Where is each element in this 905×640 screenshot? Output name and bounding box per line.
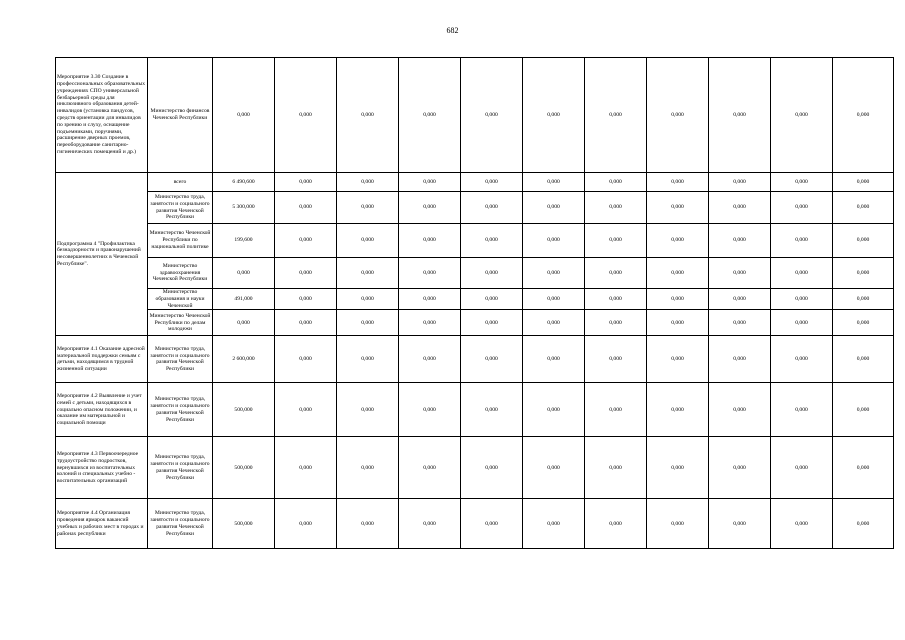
amount-cell: 0,000 <box>585 383 647 437</box>
amount-cell: 0,000 <box>771 310 833 336</box>
executor-cell: Министерство труда, занятости и социального развития Чеченской Республики <box>148 499 213 549</box>
amount-cell: 0,000 <box>833 437 894 499</box>
executor-cell: Министерство здравоохранения Чеченской Республики <box>148 258 213 289</box>
program-name-cell: Мероприятие 4.3 Первоочередное трудоустройство подростков, вернувшихся из воспитательных колоний и специальных учебно - воспитательных организаций <box>56 437 148 499</box>
amount-cell: 0,000 <box>461 383 523 437</box>
amount-cell: 0,000 <box>461 192 523 224</box>
amount-cell: 0,000 <box>337 258 399 289</box>
amount-cell: 0,000 <box>523 58 585 173</box>
amount-cell: 0,000 <box>585 224 647 258</box>
amount-cell: 0,000 <box>399 224 461 258</box>
amount-cell: 0,000 <box>647 258 709 289</box>
amount-cell: 0,000 <box>213 258 275 289</box>
amount-cell: 0,000 <box>275 258 337 289</box>
executor-cell: Министерство труда, занятости и социального развития Чеченской Республики <box>148 336 213 383</box>
amount-cell: 0,000 <box>771 258 833 289</box>
program-name-cell: Мероприятие 3.30 Создание в профессиональных образовательных учреждениях СПО универсальной безбарьерной среды для инклюзивного образования детей-инвалидов (установка пандусов, средств ориентации для инвалидов по зрению и слуху, оснащение подъемниками, поручнями, расширение дверных проемов, переоборудование санитарно-гигиенических помещений и др.) <box>56 58 148 173</box>
amount-cell: 0,000 <box>275 58 337 173</box>
amount-cell: 0,000 <box>833 499 894 549</box>
amount-cell: 0,000 <box>337 192 399 224</box>
table-row <box>56 192 894 224</box>
executor-cell: Министерство Чеченской Республики по национальной политике <box>148 224 213 258</box>
table-row <box>56 58 894 173</box>
amount-cell: 0,000 <box>337 310 399 336</box>
amount-cell: 0,000 <box>709 437 771 499</box>
amount-cell: 0,000 <box>275 437 337 499</box>
amount-cell: 0,000 <box>213 58 275 173</box>
amount-cell: 0,000 <box>833 192 894 224</box>
amount-cell: 0,000 <box>461 336 523 383</box>
amount-cell: 0,000 <box>709 224 771 258</box>
amount-cell: 0,000 <box>833 58 894 173</box>
executor-cell: Министерство труда, занятости и социального развития Чеченской Республики <box>148 192 213 224</box>
amount-cell: 0,000 <box>523 173 585 192</box>
executor-cell: Министерство Чеченской Республики по делам молодежи <box>148 310 213 336</box>
amount-cell: 0,000 <box>213 310 275 336</box>
amount-cell: 0,000 <box>461 289 523 310</box>
amount-cell: 0,000 <box>399 173 461 192</box>
executor-cell: Министерство финансов Чеченской Республики <box>148 58 213 173</box>
amount-cell: 0,000 <box>771 192 833 224</box>
amount-cell: 0,000 <box>709 289 771 310</box>
amount-cell: 0,000 <box>461 437 523 499</box>
amount-cell: 0,000 <box>399 58 461 173</box>
amount-cell: 0,000 <box>585 437 647 499</box>
amount-cell: 0,000 <box>709 58 771 173</box>
page-number: 682 <box>446 26 459 35</box>
amount-cell: 0,000 <box>771 289 833 310</box>
program-name-cell: Мероприятие 4.4 Организация проведения ярмарок вакансий учебных и рабочих мест в городах и районах республики <box>56 499 148 549</box>
amount-cell: 0,000 <box>399 289 461 310</box>
amount-cell: 0,000 <box>647 310 709 336</box>
table-row <box>56 173 894 192</box>
amount-cell: 0,000 <box>337 499 399 549</box>
executor-cell: Министерство образования и науки Чеченской <box>148 289 213 310</box>
amount-cell: 0,000 <box>337 336 399 383</box>
amount-cell: 0,000 <box>399 499 461 549</box>
amount-cell: 500,000 <box>213 437 275 499</box>
program-name-cell: Подпрограмма 4 "Профилактика безнадзорности и правонарушений несовершеннолетних в Чеченской Республике". <box>56 173 148 336</box>
amount-cell: 0,000 <box>709 192 771 224</box>
amount-cell: 0,000 <box>399 258 461 289</box>
amount-cell: 0,000 <box>585 499 647 549</box>
amount-cell: 0,000 <box>833 224 894 258</box>
amount-cell: 0,000 <box>709 336 771 383</box>
amount-cell: 500,000 <box>213 499 275 549</box>
amount-cell: 5 300,000 <box>213 192 275 224</box>
amount-cell: 0,000 <box>585 336 647 383</box>
amount-cell: 0,000 <box>337 224 399 258</box>
amount-cell: 0,000 <box>337 173 399 192</box>
table-row <box>56 383 894 437</box>
amount-cell: 0,000 <box>647 289 709 310</box>
amount-cell: 0,000 <box>709 499 771 549</box>
amount-cell: 0,000 <box>647 336 709 383</box>
amount-cell: 0,000 <box>833 336 894 383</box>
table-row <box>56 336 894 383</box>
amount-cell: 0,000 <box>275 499 337 549</box>
program-name-cell: Мероприятие 4.1 Оказание адресной материальной поддержки семьям с детьми, находящимся в трудной жизненной ситуации <box>56 336 148 383</box>
amount-cell: 0,000 <box>275 289 337 310</box>
amount-cell: 0,000 <box>461 173 523 192</box>
amount-cell: 0,000 <box>585 192 647 224</box>
table-row <box>56 310 894 336</box>
amount-cell: 199,600 <box>213 224 275 258</box>
amount-cell: 0,000 <box>275 336 337 383</box>
amount-cell: 0,000 <box>771 437 833 499</box>
amount-cell: 0,000 <box>771 336 833 383</box>
amount-cell: 0,000 <box>461 224 523 258</box>
amount-cell: 0,000 <box>399 336 461 383</box>
amount-cell: 0,000 <box>523 310 585 336</box>
amount-cell: 0,000 <box>337 58 399 173</box>
amount-cell: 0,000 <box>833 383 894 437</box>
amount-cell: 0,000 <box>833 173 894 192</box>
amount-cell: 0,000 <box>275 383 337 437</box>
amount-cell: 0,000 <box>647 58 709 173</box>
amount-cell: 0,000 <box>709 383 771 437</box>
amount-cell: 0,000 <box>461 499 523 549</box>
amount-cell: 0,000 <box>647 499 709 549</box>
amount-cell: 0,000 <box>461 258 523 289</box>
amount-cell: 0,000 <box>771 58 833 173</box>
amount-cell: 491,000 <box>213 289 275 310</box>
amount-cell: 0,000 <box>523 224 585 258</box>
amount-cell: 0,000 <box>709 258 771 289</box>
amount-cell: 0,000 <box>275 192 337 224</box>
amount-cell: 0,000 <box>833 289 894 310</box>
amount-cell: 0,000 <box>399 310 461 336</box>
amount-cell: 0,000 <box>523 499 585 549</box>
amount-cell: 0,000 <box>399 192 461 224</box>
table-row <box>56 289 894 310</box>
amount-cell: 0,000 <box>275 310 337 336</box>
amount-cell: 0,000 <box>833 258 894 289</box>
amount-cell: 2 600,000 <box>213 336 275 383</box>
amount-cell: 0,000 <box>337 383 399 437</box>
program-name-cell: Мероприятие 4.2 Выявление и учет семей с детьми, находящихся в социально опасном положении, и оказание им материальной и социальной помощи <box>56 383 148 437</box>
amount-cell: 0,000 <box>585 258 647 289</box>
amount-cell: 0,000 <box>771 224 833 258</box>
executor-cell: Министерство труда, занятости и социального развития Чеченской Республики <box>148 437 213 499</box>
amount-cell: 0,000 <box>647 383 709 437</box>
amount-cell: 0,000 <box>833 310 894 336</box>
amount-cell: 0,000 <box>647 192 709 224</box>
table-row <box>56 258 894 289</box>
amount-cell: 0,000 <box>523 383 585 437</box>
amount-cell: 0,000 <box>771 173 833 192</box>
amount-cell: 0,000 <box>523 437 585 499</box>
amount-cell: 0,000 <box>647 437 709 499</box>
table-row <box>56 224 894 258</box>
amount-cell: 0,000 <box>771 499 833 549</box>
table-row <box>56 437 894 499</box>
amount-cell: 0,000 <box>399 383 461 437</box>
amount-cell: 500,000 <box>213 383 275 437</box>
amount-cell: 0,000 <box>523 289 585 310</box>
amount-cell: 0,000 <box>647 224 709 258</box>
amount-cell: 0,000 <box>709 310 771 336</box>
amount-cell: 6 490,600 <box>213 173 275 192</box>
amount-cell: 0,000 <box>275 173 337 192</box>
amount-cell: 0,000 <box>647 173 709 192</box>
amount-cell: 0,000 <box>585 58 647 173</box>
amount-cell: 0,000 <box>523 258 585 289</box>
budget-table <box>55 57 894 549</box>
amount-cell: 0,000 <box>399 437 461 499</box>
amount-cell: 0,000 <box>585 310 647 336</box>
amount-cell: 0,000 <box>771 383 833 437</box>
amount-cell: 0,000 <box>337 437 399 499</box>
amount-cell: 0,000 <box>585 173 647 192</box>
amount-cell: 0,000 <box>523 336 585 383</box>
executor-cell: всего <box>148 173 213 192</box>
amount-cell: 0,000 <box>275 224 337 258</box>
amount-cell: 0,000 <box>523 192 585 224</box>
amount-cell: 0,000 <box>337 289 399 310</box>
amount-cell: 0,000 <box>709 173 771 192</box>
amount-cell: 0,000 <box>585 289 647 310</box>
amount-cell: 0,000 <box>461 310 523 336</box>
amount-cell: 0,000 <box>461 58 523 173</box>
table-row <box>56 499 894 549</box>
executor-cell: Министерство труда, занятости и социального развития Чеченской Республики <box>148 383 213 437</box>
